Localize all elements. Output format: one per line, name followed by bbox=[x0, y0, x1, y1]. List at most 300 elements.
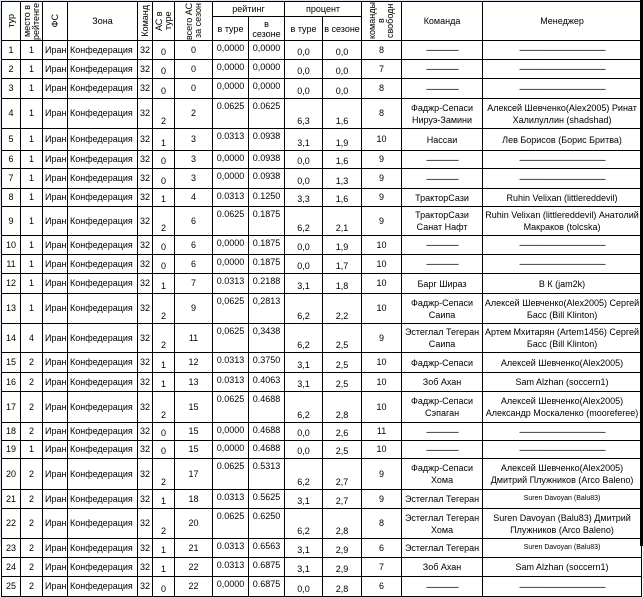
row-teams: 32 bbox=[138, 255, 153, 274]
row-percent-tour: 3,1 bbox=[285, 129, 323, 151]
row-place: 2 bbox=[21, 392, 43, 423]
row-rating-tour: 0.0625 bbox=[213, 99, 249, 129]
row-fs: Иран bbox=[43, 60, 68, 79]
row-place: 2 bbox=[21, 373, 43, 392]
row-free-teams: 10 bbox=[362, 129, 402, 151]
row-tour: 6 bbox=[2, 151, 21, 169]
row-tour: 13 bbox=[2, 294, 21, 324]
row-rating-tour: 0.0625 bbox=[213, 207, 249, 236]
row-tour: 2 bbox=[2, 60, 21, 79]
row-percent-tour: 3,1 bbox=[285, 274, 323, 294]
row-free-teams: 10 bbox=[362, 274, 402, 294]
row-percent-season: 2,9 bbox=[323, 539, 362, 558]
row-rating-tour: 0.0313 bbox=[213, 353, 249, 373]
row-zone: Конфедерация bbox=[68, 169, 138, 189]
row-rating-tour: 0.0313 bbox=[213, 189, 249, 207]
row-free-teams: 9 bbox=[362, 459, 402, 490]
row-fs: Иран bbox=[43, 324, 68, 353]
row-percent-tour: 0,0 bbox=[285, 60, 323, 79]
row-zone: Конфедерация bbox=[68, 423, 138, 441]
row-team: Барг Шираз bbox=[402, 274, 483, 294]
row-ac-tour: 1 bbox=[153, 353, 175, 373]
row-zone: Конфедерация bbox=[68, 255, 138, 274]
row-manager: ------------------------------------------- bbox=[483, 255, 642, 274]
row-team: Эстеглал Тегеран Хома bbox=[402, 509, 483, 539]
row-rating-tour: 0,0000 bbox=[213, 151, 249, 169]
row-fs: Иран bbox=[43, 294, 68, 324]
row-manager: Suren Davoyan (Balu83) bbox=[483, 490, 642, 509]
row-free-teams: 10 bbox=[362, 294, 402, 324]
row-free-teams: 6 bbox=[362, 539, 402, 558]
row-teams: 32 bbox=[138, 509, 153, 539]
table-row bbox=[2, 539, 642, 558]
row-rating-tour: 0.0313 bbox=[213, 539, 249, 558]
row-percent-tour: 3,1 bbox=[285, 373, 323, 392]
row-team: Фаджр-Сепаси Хома bbox=[402, 459, 483, 490]
row-place: 1 bbox=[21, 99, 43, 129]
row-place: 1 bbox=[21, 79, 43, 99]
row-manager: Ruhin Velixan (littlereddevil) bbox=[483, 189, 642, 207]
row-percent-tour: 3,1 bbox=[285, 490, 323, 509]
header-rating: рейтинг bbox=[213, 2, 285, 17]
row-free-teams: 8 bbox=[362, 509, 402, 539]
row-ac-tour: 1 bbox=[153, 129, 175, 151]
row-ac-tour: 2 bbox=[153, 324, 175, 353]
row-percent-season: 2,5 bbox=[323, 441, 362, 459]
row-rating-tour: 0,0625 bbox=[213, 294, 249, 324]
row-place: 2 bbox=[21, 459, 43, 490]
row-zone: Конфедерация bbox=[68, 236, 138, 255]
row-percent-season: 2,2 bbox=[323, 294, 362, 324]
row-place: 1 bbox=[21, 151, 43, 169]
row-rating-season: 0.3750 bbox=[249, 353, 285, 373]
row-ac-total: 18 bbox=[175, 490, 213, 509]
row-team: ---------------- bbox=[402, 151, 483, 169]
row-rating-tour: 0.0313 bbox=[213, 490, 249, 509]
row-tour: 18 bbox=[2, 423, 21, 441]
row-place: 4 bbox=[21, 324, 43, 353]
row-manager: Ruhin Velixan (littlereddevil) Анатолий Макраков (tolcska) bbox=[483, 207, 642, 236]
row-fs: Иран bbox=[43, 509, 68, 539]
row-tour: 20 bbox=[2, 459, 21, 490]
row-tour: 19 bbox=[2, 441, 21, 459]
row-team: ---------------- bbox=[402, 441, 483, 459]
row-ac-total: 11 bbox=[175, 324, 213, 353]
row-percent-season: 2,5 bbox=[323, 353, 362, 373]
row-percent-season: 2,7 bbox=[323, 459, 362, 490]
row-percent-tour: 6,2 bbox=[285, 392, 323, 423]
row-percent-tour: 6,2 bbox=[285, 294, 323, 324]
table-row bbox=[2, 60, 642, 79]
row-zone: Конфедерация bbox=[68, 558, 138, 577]
stats-table bbox=[1, 1, 642, 597]
table-row bbox=[2, 459, 642, 490]
row-ac-tour: 2 bbox=[153, 207, 175, 236]
row-percent-tour: 0,0 bbox=[285, 236, 323, 255]
row-ac-tour: 0 bbox=[153, 577, 175, 597]
table-row bbox=[2, 151, 642, 169]
row-teams: 32 bbox=[138, 207, 153, 236]
row-team: ---------------- bbox=[402, 423, 483, 441]
row-rating-season: 0.2188 bbox=[249, 274, 285, 294]
row-place: 2 bbox=[21, 558, 43, 577]
row-ac-tour: 0 bbox=[153, 169, 175, 189]
row-ac-tour: 2 bbox=[153, 459, 175, 490]
row-ac-total: 21 bbox=[175, 539, 213, 558]
row-fs: Иран bbox=[43, 459, 68, 490]
row-percent-season: 1,6 bbox=[323, 189, 362, 207]
row-ac-total: 4 bbox=[175, 189, 213, 207]
row-percent-tour: 3,1 bbox=[285, 539, 323, 558]
row-tour: 8 bbox=[2, 189, 21, 207]
row-free-teams: 10 bbox=[362, 373, 402, 392]
row-zone: Конфедерация bbox=[68, 490, 138, 509]
row-manager: Алексей Шевченко(Alex2005) Ринат Халилуллин (shadshad) bbox=[483, 99, 642, 129]
row-percent-season: 2,8 bbox=[323, 509, 362, 539]
row-zone: Конфедерация bbox=[68, 151, 138, 169]
row-teams: 32 bbox=[138, 60, 153, 79]
row-teams: 32 bbox=[138, 441, 153, 459]
row-teams: 32 bbox=[138, 274, 153, 294]
row-rating-season: 0.5625 bbox=[249, 490, 285, 509]
row-ac-tour: 1 bbox=[153, 490, 175, 509]
table-row bbox=[2, 441, 642, 459]
table-row bbox=[2, 490, 642, 509]
row-rating-season: 0.0625 bbox=[249, 99, 285, 129]
row-percent-season: 2,8 bbox=[323, 392, 362, 423]
header-fs: ФС bbox=[43, 2, 68, 41]
row-team: Нассаи bbox=[402, 129, 483, 151]
table-row bbox=[2, 79, 642, 99]
table-row bbox=[2, 255, 642, 274]
header-place: место в рейтенге bbox=[21, 2, 41, 40]
row-tour: 3 bbox=[2, 79, 21, 99]
row-free-teams: 10 bbox=[362, 441, 402, 459]
row-team: ТракторСази bbox=[402, 189, 483, 207]
row-place: 2 bbox=[21, 353, 43, 373]
row-ac-total: 0 bbox=[175, 60, 213, 79]
row-zone: Конфедерация bbox=[68, 373, 138, 392]
row-fs: Иран bbox=[43, 423, 68, 441]
row-percent-tour: 0,0 bbox=[285, 151, 323, 169]
table-row bbox=[2, 294, 642, 324]
row-fs: Иран bbox=[43, 151, 68, 169]
row-teams: 32 bbox=[138, 169, 153, 189]
row-tour: 7 bbox=[2, 169, 21, 189]
row-fs: Иран bbox=[43, 392, 68, 423]
row-ac-tour: 1 bbox=[153, 274, 175, 294]
row-ac-tour: 0 bbox=[153, 41, 175, 60]
row-teams: 32 bbox=[138, 423, 153, 441]
row-ac-total: 15 bbox=[175, 392, 213, 423]
row-percent-tour: 3,1 bbox=[285, 558, 323, 577]
row-team: Зоб Ахан bbox=[402, 558, 483, 577]
row-ac-tour: 0 bbox=[153, 236, 175, 255]
row-rating-tour: 0,0625 bbox=[213, 324, 249, 353]
row-tour: 10 bbox=[2, 236, 21, 255]
row-zone: Конфедерация bbox=[68, 129, 138, 151]
row-rating-season: 0.4688 bbox=[249, 423, 285, 441]
row-free-teams: 10 bbox=[362, 236, 402, 255]
row-zone: Конфедерация bbox=[68, 459, 138, 490]
row-teams: 32 bbox=[138, 151, 153, 169]
row-teams: 32 bbox=[138, 236, 153, 255]
row-place: 2 bbox=[21, 423, 43, 441]
row-place: 1 bbox=[21, 60, 43, 79]
row-ac-total: 9 bbox=[175, 294, 213, 324]
row-percent-tour: 6,2 bbox=[285, 459, 323, 490]
row-ac-total: 0 bbox=[175, 79, 213, 99]
row-rating-tour: 0.0313 bbox=[213, 373, 249, 392]
header-free-teams: команды в свободн bbox=[362, 2, 402, 41]
header-team: Команда bbox=[402, 2, 483, 41]
table-row bbox=[2, 423, 642, 441]
row-tour: 16 bbox=[2, 373, 21, 392]
row-rating-season: 0.4688 bbox=[249, 441, 285, 459]
table-row bbox=[2, 169, 642, 189]
row-team: ---------------- bbox=[402, 236, 483, 255]
row-free-teams: 11 bbox=[362, 423, 402, 441]
row-rating-tour: 0,0000 bbox=[213, 169, 249, 189]
row-rating-season: 0.1875 bbox=[249, 207, 285, 236]
header-percent: процент bbox=[285, 2, 362, 17]
row-ac-tour: 1 bbox=[153, 189, 175, 207]
row-percent-season: 1,9 bbox=[323, 129, 362, 151]
row-percent-season: 0,0 bbox=[323, 41, 362, 60]
row-team: ТракторСази Санат Нафт bbox=[402, 207, 483, 236]
row-manager: ------------------------------------------- bbox=[483, 41, 642, 60]
row-manager: В К (jam2k) bbox=[483, 274, 642, 294]
row-team: ---------------- bbox=[402, 41, 483, 60]
row-percent-tour: 0,0 bbox=[285, 79, 323, 99]
row-teams: 32 bbox=[138, 324, 153, 353]
row-rating-season: 0.5313 bbox=[249, 459, 285, 490]
row-percent-tour: 6,3 bbox=[285, 99, 323, 129]
row-manager: Артем Мхитарян (Artem1456) Сергей Басс (Bill Klinton) bbox=[483, 324, 642, 353]
row-rating-tour: 0.0625 bbox=[213, 459, 249, 490]
table-row bbox=[2, 236, 642, 255]
row-ac-total: 17 bbox=[175, 459, 213, 490]
row-ac-total: 3 bbox=[175, 129, 213, 151]
row-rating-season: 0.0938 bbox=[249, 129, 285, 151]
row-ac-tour: 0 bbox=[153, 423, 175, 441]
row-ac-tour: 1 bbox=[153, 373, 175, 392]
row-percent-tour: 6,2 bbox=[285, 207, 323, 236]
row-place: 1 bbox=[21, 274, 43, 294]
row-manager: Suren Davoyan (Balu83) Дмитрий Плужников (Arco Baleno) bbox=[483, 509, 642, 539]
row-teams: 32 bbox=[138, 189, 153, 207]
header-ac-tour: АС в туре bbox=[153, 2, 175, 41]
table-row bbox=[2, 99, 642, 129]
row-fs: Иран bbox=[43, 490, 68, 509]
row-percent-season: 1,6 bbox=[323, 99, 362, 129]
row-free-teams: 9 bbox=[362, 490, 402, 509]
row-ac-tour: 2 bbox=[153, 294, 175, 324]
row-percent-season: 2,9 bbox=[323, 558, 362, 577]
row-free-teams: 8 bbox=[362, 99, 402, 129]
row-fs: Иран bbox=[43, 539, 68, 558]
row-manager: Suren Davoyan (Balu83) bbox=[483, 539, 642, 558]
row-ac-total: 2 bbox=[175, 99, 213, 129]
row-rating-season: 0.0938 bbox=[249, 151, 285, 169]
row-place: 1 bbox=[21, 189, 43, 207]
row-rating-tour: 0,0000 bbox=[213, 236, 249, 255]
row-ac-total: 6 bbox=[175, 207, 213, 236]
row-team: Эстеглал Тегеран Саипа bbox=[402, 324, 483, 353]
row-tour: 14 bbox=[2, 324, 21, 353]
row-free-teams: 8 bbox=[362, 79, 402, 99]
row-team: Эстеглал Тегеран bbox=[402, 490, 483, 509]
row-fs: Иран bbox=[43, 373, 68, 392]
row-percent-season: 2,1 bbox=[323, 207, 362, 236]
row-place: 1 bbox=[21, 41, 43, 60]
row-ac-tour: 0 bbox=[153, 60, 175, 79]
row-fs: Иран bbox=[43, 255, 68, 274]
row-ac-total: 3 bbox=[175, 151, 213, 169]
row-fs: Иран bbox=[43, 441, 68, 459]
row-zone: Конфедерация bbox=[68, 274, 138, 294]
row-teams: 32 bbox=[138, 490, 153, 509]
table-row bbox=[2, 207, 642, 236]
row-team: Фаджр-Сепаси Сэпаган bbox=[402, 392, 483, 423]
row-fs: Иран bbox=[43, 169, 68, 189]
row-team: Фаджр-Сепаси bbox=[402, 353, 483, 373]
row-percent-season: 1,7 bbox=[323, 255, 362, 274]
row-place: 2 bbox=[21, 490, 43, 509]
row-manager: ------------------------------------------- bbox=[483, 151, 642, 169]
row-zone: Конфедерация bbox=[68, 79, 138, 99]
row-percent-season: 2,7 bbox=[323, 490, 362, 509]
row-fs: Иран bbox=[43, 274, 68, 294]
row-ac-total: 6 bbox=[175, 236, 213, 255]
row-ac-tour: 0 bbox=[153, 441, 175, 459]
row-percent-tour: 0,0 bbox=[285, 255, 323, 274]
row-percent-season: 2,6 bbox=[323, 423, 362, 441]
row-tour: 5 bbox=[2, 129, 21, 151]
row-manager: Лев Борисов (Борис Бритва) bbox=[483, 129, 642, 151]
row-percent-tour: 0,0 bbox=[285, 41, 323, 60]
row-team: ---------------- bbox=[402, 255, 483, 274]
row-free-teams: 8 bbox=[362, 41, 402, 60]
row-place: 1 bbox=[21, 294, 43, 324]
row-team: Фаджр-Сепаси Нируэ-Замини bbox=[402, 99, 483, 129]
row-ac-total: 12 bbox=[175, 353, 213, 373]
row-percent-season: 0,0 bbox=[323, 60, 362, 79]
row-rating-tour: 0,0000 bbox=[213, 441, 249, 459]
row-percent-season: 1,9 bbox=[323, 236, 362, 255]
row-rating-season: 0.1875 bbox=[249, 236, 285, 255]
row-rating-tour: 0.0625 bbox=[213, 392, 249, 423]
row-tour: 25 bbox=[2, 577, 21, 597]
row-fs: Иран bbox=[43, 79, 68, 99]
row-manager: ------------------------------------------- bbox=[483, 423, 642, 441]
row-percent-tour: 0,0 bbox=[285, 423, 323, 441]
row-fs: Иран bbox=[43, 189, 68, 207]
row-team: ---------------- bbox=[402, 79, 483, 99]
row-ac-total: 13 bbox=[175, 373, 213, 392]
row-manager: ------------------------------------------- bbox=[483, 60, 642, 79]
row-percent-season: 2,5 bbox=[323, 373, 362, 392]
row-rating-tour: 0,0000 bbox=[213, 423, 249, 441]
row-fs: Иран bbox=[43, 558, 68, 577]
row-teams: 32 bbox=[138, 41, 153, 60]
row-percent-tour: 3,3 bbox=[285, 189, 323, 207]
row-ac-tour: 0 bbox=[153, 255, 175, 274]
row-free-teams: 9 bbox=[362, 207, 402, 236]
row-place: 2 bbox=[21, 539, 43, 558]
table-row bbox=[2, 558, 642, 577]
row-zone: Конфедерация bbox=[68, 441, 138, 459]
row-rating-season: 0,3438 bbox=[249, 324, 285, 353]
row-place: 1 bbox=[21, 255, 43, 274]
row-rating-season: 0.6250 bbox=[249, 509, 285, 539]
row-zone: Конфедерация bbox=[68, 207, 138, 236]
row-rating-tour: 0.0313 bbox=[213, 274, 249, 294]
row-ac-total: 22 bbox=[175, 577, 213, 597]
row-place: 2 bbox=[21, 577, 43, 597]
row-percent-season: 2,5 bbox=[323, 324, 362, 353]
row-ac-total: 22 bbox=[175, 558, 213, 577]
row-rating-tour: 0.0625 bbox=[213, 509, 249, 539]
table-row bbox=[2, 373, 642, 392]
row-ac-tour: 2 bbox=[153, 392, 175, 423]
row-manager: ------------------------------------------- bbox=[483, 169, 642, 189]
row-rating-season: 0.4688 bbox=[249, 392, 285, 423]
row-ac-total: 3 bbox=[175, 169, 213, 189]
header-tour: тур bbox=[2, 2, 21, 41]
row-manager: ------------------------------------------- bbox=[483, 577, 642, 597]
row-manager: ------------------------------------------- bbox=[483, 236, 642, 255]
row-teams: 32 bbox=[138, 353, 153, 373]
row-ac-tour: 0 bbox=[153, 79, 175, 99]
header-zone: Зона bbox=[68, 2, 138, 41]
row-team: Эстеглал Тегеран bbox=[402, 539, 483, 558]
row-ac-tour: 0 bbox=[153, 151, 175, 169]
row-manager: Sam Alzhan (soccern1) bbox=[483, 558, 642, 577]
header-percent-season: в сезоне bbox=[323, 17, 362, 41]
row-tour: 15 bbox=[2, 353, 21, 373]
row-rating-tour: 0,0000 bbox=[213, 79, 249, 99]
row-free-teams: 7 bbox=[362, 558, 402, 577]
row-manager: ------------------------------------------- bbox=[483, 441, 642, 459]
table-row bbox=[2, 577, 642, 597]
row-ac-tour: 2 bbox=[153, 99, 175, 129]
table-row bbox=[2, 353, 642, 373]
row-rating-season: 0,0000 bbox=[249, 41, 285, 60]
row-zone: Конфедерация bbox=[68, 294, 138, 324]
row-zone: Конфедерация bbox=[68, 577, 138, 597]
row-rating-season: 0.1250 bbox=[249, 189, 285, 207]
row-rating-tour: 0.0313 bbox=[213, 558, 249, 577]
row-ac-total: 7 bbox=[175, 274, 213, 294]
row-ac-total: 6 bbox=[175, 255, 213, 274]
row-manager: Алексей Шевченко(Alex2005) Сергей Басс (Bill Klinton) bbox=[483, 294, 642, 324]
row-place: 1 bbox=[21, 169, 43, 189]
row-percent-tour: 0,0 bbox=[285, 169, 323, 189]
row-tour: 4 bbox=[2, 99, 21, 129]
row-team: Зоб Ахан bbox=[402, 373, 483, 392]
row-free-teams: 9 bbox=[362, 151, 402, 169]
table-row bbox=[2, 509, 642, 539]
row-rating-tour: 0.0313 bbox=[213, 129, 249, 151]
row-rating-season: 0,0000 bbox=[249, 60, 285, 79]
row-teams: 32 bbox=[138, 373, 153, 392]
header-teams: Команд bbox=[138, 2, 153, 41]
row-zone: Конфедерация bbox=[68, 189, 138, 207]
row-place: 1 bbox=[21, 207, 43, 236]
row-zone: Конфедерация bbox=[68, 353, 138, 373]
row-rating-tour: 0,0000 bbox=[213, 60, 249, 79]
